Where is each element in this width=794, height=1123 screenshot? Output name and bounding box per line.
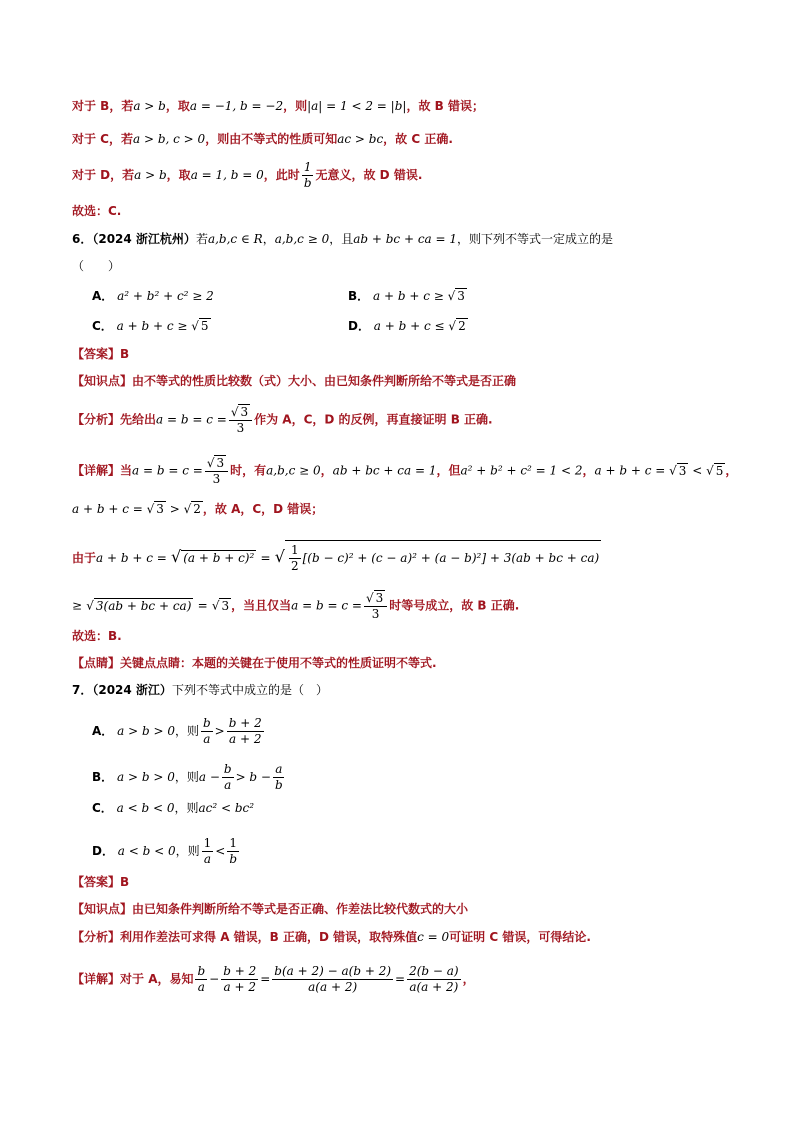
q6-comment [72, 655, 437, 671]
math: ac² < bc² [198, 801, 255, 815]
numerator: √ 3 [205, 455, 228, 472]
denominator: a [203, 852, 212, 866]
math: = [197, 598, 208, 613]
text: ，则 [283, 99, 308, 113]
tag: 【分析】 [72, 930, 121, 944]
q6-option-b [348, 288, 467, 304]
question-6-stem [72, 231, 613, 247]
option-label: D． [92, 844, 114, 858]
text: 下列不等式中成立的是（ ） [171, 683, 328, 697]
tag: 【点睛】 [72, 656, 121, 670]
option-label: A． [92, 289, 114, 303]
option-label: A． [92, 724, 114, 738]
text: 作为 A，C，D 的反例，再直接证明 B 正确. [254, 412, 493, 427]
option-label: B． [348, 289, 370, 303]
text: ，则 [174, 770, 199, 784]
q6-answer [72, 346, 129, 362]
text: 可证明 C 错误，可得结论. [449, 930, 591, 944]
fraction [227, 836, 239, 867]
q6-knowledge [72, 373, 516, 389]
answer-value: B [120, 875, 130, 889]
math: a + b + c = [594, 463, 670, 478]
denominator: b [274, 778, 283, 792]
numerator: √ 3 [364, 590, 387, 607]
line-option-b-analysis [72, 98, 484, 114]
text: ，则 [174, 724, 199, 738]
math: < [688, 463, 707, 478]
fraction [229, 404, 252, 436]
math: ab + bc + ca = 1 [332, 463, 437, 478]
text: 当 [120, 463, 133, 478]
math: a + b + c = [72, 502, 147, 516]
numerator: b(a + 2) − a(b + 2) [274, 964, 392, 978]
numerator: 1 [303, 160, 312, 174]
tag: 【知识点】 [72, 902, 133, 916]
math: |a| = 1 < 2 = |b| [307, 99, 407, 113]
fraction [302, 160, 314, 191]
text: ，则 [175, 844, 200, 858]
math: a + b + c ≥ [116, 319, 192, 333]
q7-detail-line-1 [72, 964, 475, 995]
math: a > b > 0 [116, 770, 175, 784]
fraction [364, 590, 387, 622]
denominator: a(a + 2) [308, 980, 358, 994]
math: a² + b² + c² = 1 < 2 [460, 463, 583, 478]
math: > [165, 502, 184, 516]
text: ， [462, 972, 475, 986]
question-source: （2024 浙江） [92, 683, 172, 697]
text: ，此时 [263, 168, 300, 182]
denominator: 2 [290, 559, 299, 573]
tag: 【详解】 [72, 972, 121, 986]
radicand: 2 [458, 319, 466, 333]
numerator: 1 [290, 543, 299, 557]
question-7-stem [72, 682, 328, 698]
numerator: b [197, 964, 206, 978]
radicand: 5 [200, 319, 209, 333]
question-number: 7． [72, 683, 93, 697]
denominator: b [303, 176, 312, 190]
text: ，则下列不等式一定成立的是 [457, 232, 614, 246]
q7-analysis [72, 929, 591, 945]
math: a > b, c > 0 [133, 132, 206, 146]
radicand: 3 [216, 456, 225, 470]
math: a,b,c ∈ R [207, 232, 263, 246]
text: 先给出 [120, 412, 157, 427]
math: − [209, 972, 220, 986]
fraction [222, 762, 234, 793]
tag: 【分析】 [72, 412, 121, 427]
numerator: b + 2 [228, 716, 262, 730]
comment-text: 关键点点睛：本题的关键在于使用不等式的性质证明不等式. [120, 656, 437, 670]
text: ，当且仅当 [231, 598, 292, 613]
text: 对于 C，若 [72, 132, 133, 146]
math: a = b = c = [291, 598, 362, 613]
q7-option-c [92, 800, 254, 816]
math: a² + b² + c² ≥ 2 [117, 289, 214, 303]
denominator: a(a + 2) [409, 980, 459, 994]
fraction-half [289, 543, 301, 574]
math: ac > bc [337, 132, 384, 146]
text: ，取 [165, 99, 190, 113]
text: 时，有 [230, 463, 267, 478]
q7-option-d [92, 836, 241, 867]
math: a,b,c ≥ 0 [266, 463, 321, 478]
denominator: a [197, 980, 205, 994]
math: a,b,c ≥ 0 [274, 232, 330, 246]
text: 利用作差法可求得 A 错误，B 正确，D 错误，取特殊值 [120, 930, 418, 944]
numerator: b [202, 716, 211, 730]
text: 对于 B，若 [72, 99, 134, 113]
math: a = −1, b = −2 [189, 99, 284, 113]
tag: 【知识点】 [72, 374, 133, 388]
text: ，取 [166, 168, 191, 182]
radicand: (a + b + c)² [183, 551, 255, 565]
q6-option-a [92, 288, 214, 304]
text: 对于 D，若 [72, 168, 135, 182]
denominator: a + 2 [223, 980, 256, 994]
math: a = 1, b = 0 [190, 168, 264, 182]
text: 无意义，故 D 错误. [315, 168, 423, 182]
text: ，故 C 正确. [383, 132, 453, 146]
q7-option-b [92, 762, 287, 793]
math: a = b = c = [132, 463, 203, 478]
denominator: 3 [212, 472, 221, 486]
math: ab + bc + ca = 1 [353, 232, 458, 246]
tag: 【答案】 [72, 875, 121, 889]
answer-value: B [120, 347, 130, 361]
math: a > b > 0 [117, 724, 175, 738]
knowledge-text: 由已知条件判断所给不等式是否正确、作差法比较代数式的大小 [132, 902, 469, 916]
option-label: D． [348, 319, 370, 333]
text: ，且 [329, 232, 354, 246]
q6-choice: 故选：B. [72, 629, 122, 643]
fraction [221, 964, 258, 995]
q6-option-d [348, 318, 468, 334]
q6-detail-line-1: 【详解】当a = b = c = $\frac{√ 3}{3}$ 时，有a,b,c ≥ 0，ab + bc + ca = 1，但a² + b² + c² = 1 < 2，a + b + c = √ 3 < √ 5 ， [72, 456, 738, 486]
answer-choice-c: 故选：C. [72, 204, 122, 218]
math: = [260, 972, 271, 986]
tag: 【详解】 [72, 463, 121, 478]
numerator: b + 2 [223, 964, 257, 978]
numerator: √ 3 [229, 404, 252, 421]
math: a > b [134, 168, 167, 182]
radicand: 3 [221, 598, 230, 613]
tag: 【答案】 [72, 347, 121, 361]
fraction [273, 762, 285, 793]
denominator: a [224, 778, 232, 792]
q7-option-a [92, 716, 266, 747]
text: ，故 B 错误； [406, 99, 484, 113]
question-number: 6． [72, 232, 93, 246]
radical-sign: √ [191, 319, 199, 333]
math: a > b [133, 99, 166, 113]
text: 时等号成立，故 B 正确. [389, 598, 520, 613]
numerator: 1 [229, 836, 238, 850]
fraction [201, 716, 213, 747]
math: > [214, 724, 225, 738]
radicand: 3(ab + bc + ca) [95, 598, 192, 613]
math: > b − [235, 770, 271, 784]
radicand: 2 [193, 502, 201, 516]
numerator: 1 [203, 836, 212, 850]
math: a + b + c = [96, 551, 167, 565]
denominator: 3 [236, 421, 245, 435]
q6-analysis [72, 404, 493, 436]
text: ，则 [174, 801, 199, 815]
text: 对于 A，易知 [120, 972, 194, 986]
line-option-c-analysis [72, 131, 453, 147]
denominator: b [229, 852, 238, 866]
math: a < b < 0 [117, 844, 176, 858]
q6-detail-line-2: a + b + c = √ 3 > √ 2 ，故 A，C，D 错误； [72, 502, 324, 516]
line-option-d-analysis [72, 160, 422, 191]
radical-sign: √ [448, 319, 457, 333]
radicand: 3 [156, 502, 164, 516]
knowledge-text: 由不等式的性质比较数（式）大小、由已知条件判断所给不等式是否正确 [132, 374, 517, 388]
q6-option-c [92, 318, 211, 334]
radicand: 3 [457, 289, 465, 303]
math: a + b + c ≤ [373, 319, 449, 333]
fraction [227, 716, 264, 747]
math: < [215, 844, 226, 858]
text: 由于 [72, 551, 97, 565]
denominator: a [203, 732, 211, 746]
text: 若 [195, 232, 208, 246]
math: a + b + c ≥ [372, 289, 448, 303]
math: [(b − c)² + (c − a)² + (a − b)²] + 3(ab + bc + ca) [302, 551, 600, 565]
question-6-paren: （ ） [72, 259, 121, 273]
radicand: 3 [678, 463, 687, 478]
q6-detail-line-4: ≥ √ 3(ab + bc + ca) = √ 3 ，当且仅当a = b = c = $\frac{√ 3}{3}$ 时等号成立，故 B 正确. [72, 591, 520, 621]
fraction [272, 964, 393, 995]
math: a = b = c = [156, 412, 227, 427]
fraction [195, 964, 207, 995]
radicand: 5 [715, 463, 724, 478]
denominator: a + 2 [228, 732, 262, 746]
radicand: 3 [240, 405, 249, 419]
fraction [205, 455, 228, 487]
text: ，则由不等式的性质可知 [205, 132, 338, 146]
math: c = 0 [417, 930, 450, 944]
fraction [407, 964, 461, 995]
denominator: 3 [371, 607, 380, 621]
math: a < b < 0 [116, 801, 175, 815]
q7-knowledge [72, 901, 468, 917]
math: = [395, 972, 406, 986]
text: ， [262, 232, 275, 246]
option-label: C． [92, 801, 113, 815]
numerator: b [223, 762, 232, 776]
q7-answer [72, 874, 129, 890]
text: ，故 A，C，D 错误； [202, 502, 324, 516]
radical-sign: √ [447, 289, 456, 303]
math: = [260, 551, 271, 565]
math: a − [198, 770, 220, 784]
fraction [202, 836, 214, 867]
numerator: a [275, 762, 283, 776]
question-source: （2024 浙江杭州） [92, 232, 196, 246]
option-label: B． [92, 770, 114, 784]
radicand: 3 [375, 591, 384, 605]
text: ，但 [436, 463, 461, 478]
math: ≥ [72, 598, 83, 613]
q6-detail-line-3: 由于a + b + c = √ (a + b + c)² = √ $\frac{1}{2}$ [(b − c)² + (c − a)² + (a − b)²] + 3(ab + bc + ca) [72, 540, 601, 574]
numerator: 2(b − a) [409, 964, 459, 978]
option-label: C． [92, 319, 113, 333]
